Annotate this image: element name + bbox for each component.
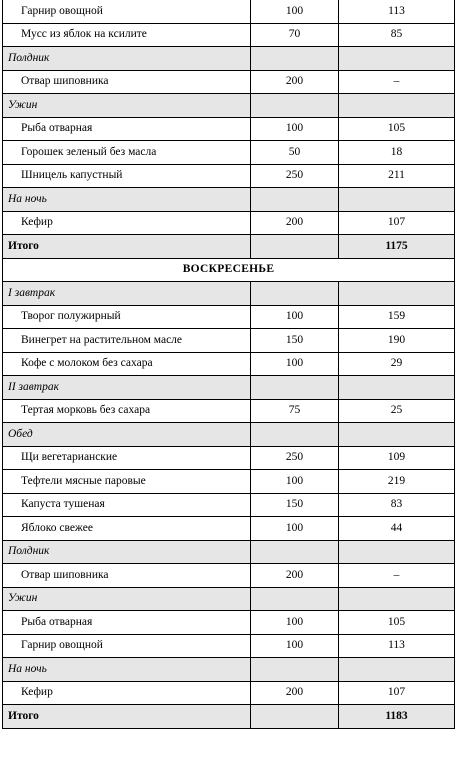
dish-name: Рыба отварная bbox=[3, 611, 251, 635]
dish-row bbox=[3, 681, 455, 705]
dish-row bbox=[3, 399, 455, 423]
dish-weight: 50 bbox=[251, 141, 339, 165]
dish-weight: 200 bbox=[251, 211, 339, 235]
dish-row bbox=[3, 141, 455, 165]
dish-kcal: 107 bbox=[339, 681, 455, 705]
dish-kcal: 190 bbox=[339, 329, 455, 353]
meal-section-empty-cell bbox=[339, 94, 455, 118]
meal-section-label: Ужин bbox=[3, 94, 251, 118]
dish-weight: 150 bbox=[251, 493, 339, 517]
meal-section-empty-cell bbox=[339, 376, 455, 400]
meal-section-empty-cell bbox=[251, 188, 339, 212]
total-empty-cell bbox=[251, 705, 339, 729]
dish-kcal: 159 bbox=[339, 305, 455, 329]
meal-section-row bbox=[3, 587, 455, 611]
dish-name: Тефтели мясные паровые bbox=[3, 470, 251, 494]
meal-section-label: Полдник bbox=[3, 540, 251, 564]
dish-name: Гарнир овощной bbox=[3, 634, 251, 658]
dish-weight: 100 bbox=[251, 352, 339, 376]
meal-section-empty-cell bbox=[251, 658, 339, 682]
meal-section-empty-cell bbox=[251, 376, 339, 400]
total-kcal: 1175 bbox=[339, 235, 455, 259]
dish-name: Кофе с молоком без сахара bbox=[3, 352, 251, 376]
meal-section-empty-cell bbox=[339, 423, 455, 447]
dish-weight: 100 bbox=[251, 0, 339, 23]
dish-weight: 200 bbox=[251, 681, 339, 705]
dish-weight: 100 bbox=[251, 470, 339, 494]
dish-weight: 200 bbox=[251, 564, 339, 588]
dish-weight: 100 bbox=[251, 305, 339, 329]
total-row bbox=[3, 705, 455, 729]
dish-row bbox=[3, 211, 455, 235]
meal-section-row bbox=[3, 282, 455, 306]
dish-kcal: 44 bbox=[339, 517, 455, 541]
dish-weight: 250 bbox=[251, 446, 339, 470]
dish-name: Щи вегетарианские bbox=[3, 446, 251, 470]
dish-weight: 100 bbox=[251, 634, 339, 658]
dish-name: Гарнир овощной bbox=[3, 0, 251, 23]
meal-section-label: I завтрак bbox=[3, 282, 251, 306]
dish-row bbox=[3, 517, 455, 541]
dish-name: Мусс из яблок на ксилите bbox=[3, 23, 251, 47]
meal-section-empty-cell bbox=[339, 282, 455, 306]
dish-weight: 100 bbox=[251, 611, 339, 635]
dish-row bbox=[3, 70, 455, 94]
dish-kcal: 85 bbox=[339, 23, 455, 47]
dish-name: Винегрет на растительном масле bbox=[3, 329, 251, 353]
dish-kcal: 105 bbox=[339, 611, 455, 635]
dish-kcal: 107 bbox=[339, 211, 455, 235]
dish-weight: 150 bbox=[251, 329, 339, 353]
dish-row bbox=[3, 470, 455, 494]
dish-row bbox=[3, 23, 455, 47]
dish-name: Отвар шиповника bbox=[3, 564, 251, 588]
dish-weight: 75 bbox=[251, 399, 339, 423]
total-row bbox=[3, 235, 455, 259]
dish-weight: 200 bbox=[251, 70, 339, 94]
dish-kcal: 113 bbox=[339, 634, 455, 658]
dish-kcal: 105 bbox=[339, 117, 455, 141]
day-header: ВОСКРЕСЕНЬЕ bbox=[3, 258, 455, 282]
meal-section-empty-cell bbox=[251, 47, 339, 71]
dish-row bbox=[3, 611, 455, 635]
total-label: Итого bbox=[3, 705, 251, 729]
total-kcal: 1183 bbox=[339, 705, 455, 729]
meal-section-empty-cell bbox=[339, 47, 455, 71]
meal-section-empty-cell bbox=[339, 587, 455, 611]
dish-name: Кефир bbox=[3, 681, 251, 705]
meal-section-label: На ночь bbox=[3, 658, 251, 682]
meal-section-row bbox=[3, 540, 455, 564]
dish-weight: 250 bbox=[251, 164, 339, 188]
meal-section-empty-cell bbox=[339, 188, 455, 212]
meal-section-row bbox=[3, 47, 455, 71]
dish-kcal: 25 bbox=[339, 399, 455, 423]
dish-kcal: 219 bbox=[339, 470, 455, 494]
meal-section-label: Полдник bbox=[3, 47, 251, 71]
dish-row bbox=[3, 564, 455, 588]
dish-weight: 100 bbox=[251, 517, 339, 541]
dish-name: Шницель капустный bbox=[3, 164, 251, 188]
dish-name: Кефир bbox=[3, 211, 251, 235]
dish-row bbox=[3, 446, 455, 470]
dish-name: Творог полужирный bbox=[3, 305, 251, 329]
dish-kcal: 18 bbox=[339, 141, 455, 165]
meal-section-row bbox=[3, 94, 455, 118]
total-label: Итого bbox=[3, 235, 251, 259]
meal-section-label: Ужин bbox=[3, 587, 251, 611]
dish-name: Рыба отварная bbox=[3, 117, 251, 141]
dish-row bbox=[3, 117, 455, 141]
meal-section-empty-cell bbox=[251, 423, 339, 447]
meal-section-empty-cell bbox=[251, 94, 339, 118]
meal-section-empty-cell bbox=[339, 540, 455, 564]
dish-row bbox=[3, 305, 455, 329]
dish-row bbox=[3, 634, 455, 658]
meal-section-empty-cell bbox=[251, 282, 339, 306]
dish-name: Капуста тушеная bbox=[3, 493, 251, 517]
meal-section-empty-cell bbox=[251, 540, 339, 564]
dish-name: Яблоко свежее bbox=[3, 517, 251, 541]
meal-section-empty-cell bbox=[339, 658, 455, 682]
total-empty-cell bbox=[251, 235, 339, 259]
dish-kcal: 211 bbox=[339, 164, 455, 188]
dish-row bbox=[3, 352, 455, 376]
meal-section-label: Обед bbox=[3, 423, 251, 447]
dish-name: Тертая морковь без сахара bbox=[3, 399, 251, 423]
dish-name: Отвар шиповника bbox=[3, 70, 251, 94]
meal-section-row bbox=[3, 658, 455, 682]
meal-section-label: На ночь bbox=[3, 188, 251, 212]
dish-weight: 70 bbox=[251, 23, 339, 47]
menu-table-body bbox=[3, 0, 455, 728]
meal-section-row bbox=[3, 423, 455, 447]
menu-table bbox=[2, 0, 455, 729]
dish-row bbox=[3, 0, 455, 23]
dish-row bbox=[3, 329, 455, 353]
dish-weight: 100 bbox=[251, 117, 339, 141]
dish-kcal: 109 bbox=[339, 446, 455, 470]
dish-name: Горошек зеленый без масла bbox=[3, 141, 251, 165]
dish-row bbox=[3, 164, 455, 188]
day-header-row bbox=[3, 258, 455, 282]
dish-kcal: 29 bbox=[339, 352, 455, 376]
dish-kcal: – bbox=[339, 70, 455, 94]
meal-section-row bbox=[3, 376, 455, 400]
dish-kcal: 83 bbox=[339, 493, 455, 517]
meal-section-empty-cell bbox=[251, 587, 339, 611]
dish-kcal: 113 bbox=[339, 0, 455, 23]
dish-row bbox=[3, 493, 455, 517]
dish-kcal: – bbox=[339, 564, 455, 588]
meal-section-label: II завтрак bbox=[3, 376, 251, 400]
meal-section-row bbox=[3, 188, 455, 212]
